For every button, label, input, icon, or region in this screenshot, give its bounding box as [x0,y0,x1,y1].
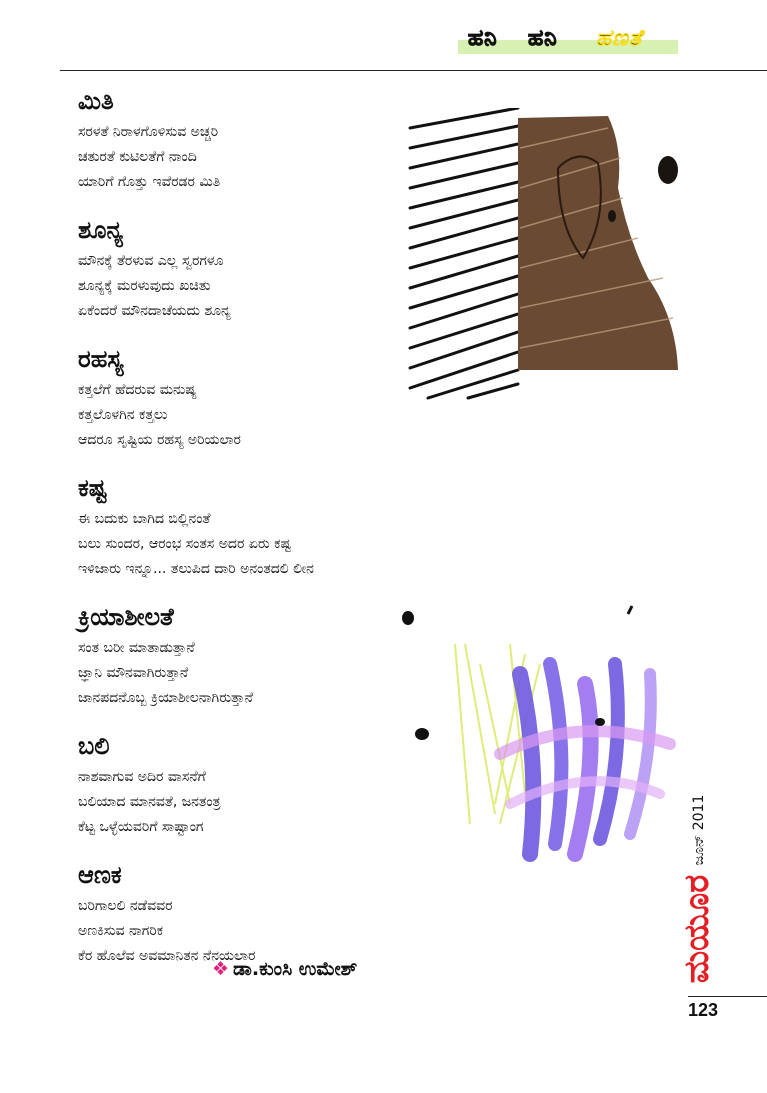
poem-line: ಈ ಬದುಕು ಬಾಗಿದ ಬಿಲ್ಲಿನಂತೆ [78,511,211,527]
poem-line: ಆದರೂ ಸೃಷ್ಟಿಯ ರಹಸ್ಯ ಅರಿಯಲಾರ [78,432,241,448]
magazine-name: ಮಯೂರ [677,874,717,984]
poem-line: ಕತ್ತಲೆಗೆ ಹೆದರುವ ಮನುಷ್ಯ [78,382,197,398]
poem-line: ಕೆಟ್ಟ ಒಳ್ಳೆಯವರಿಗೆ ಸಾಷ್ಟಾಂಗ [78,819,204,835]
poem-line: ಏಕೆಂದರೆ ಮೌನದಾಚೆಯದು ಶೂನ್ಯ [78,303,231,319]
poem-line: ಶೂನ್ಯಕ್ಕೆ ಮರಳುವುದು ಖಚಿತು [78,278,211,294]
page-number-divider [688,996,767,997]
poem-line: ಚತುರತೆ ಕುಟಿಲತೆಗೆ ನಾಂದಿ [78,149,197,165]
poem-title: ಕ್ರಿಯಾಶೀಲತೆ [78,603,174,631]
page-number: 123 [688,1000,719,1020]
poem-title: ಶೂನ್ಯ [78,216,124,244]
poem-title: ರಹಸ್ಯ [78,345,124,373]
poem-line: ಬಲು ಸುಂದರ, ಆರಂಭ ಸಂತಸ ಅದರ ಏರು ಕಷ್ಟ [78,536,291,552]
poem-line: ಸಂತ ಬರೀ ಮಾತಾಡುತ್ತಾನೆ [78,640,195,656]
poem-title: ಮಿತಿ [78,87,114,115]
poem [78,731,418,840]
poem-line: ಇಳಿಜಾರು ಇನ್ನೂ... ತಲುಪಿದ ದಾರಿ ಅನಂತದಲಿ ಲೀನ [78,561,314,577]
poem [78,344,418,453]
header-divider [60,70,767,71]
bullet-icon: ❖ [212,958,230,980]
author-credit [212,958,357,980]
poem [78,215,418,324]
poem-line: ಜಾನಪದನೊಬ್ಬ ಕ್ರಿಯಾಶೀಲನಾಗಿರುತ್ತಾನೆ [78,690,253,706]
poem [78,86,418,195]
poem-line: ಬಲಿಯಾದ ಮಾನವತೆ, ಜನತಂತ್ರ [78,794,221,810]
section-header [458,26,678,54]
poem-title: ಕಷ್ಟ [78,474,107,502]
poem-line: ಸರಳತೆ ನಿರಾಳಗೊಳಿಸುವ ಅಚ್ಚರಿ [78,124,219,140]
poem-line: ನಾಶವಾಗುವ ಅದಿರ ವಾಸನೆಗೆ [78,769,206,785]
poem-title: ಬಲಿ [78,732,110,760]
poem-line: ಅಣಕಿಸುವ ನಾಗರಿಕ [78,923,164,939]
magazine-footer [662,794,722,990]
poem [78,473,418,582]
poem-line: ಯಾರಿಗೆ ಗೊತ್ತು ಇವೆರಡರ ಮಿತಿ [78,174,221,190]
abstract-illustration [400,604,690,864]
poem [78,860,418,969]
poem-line: ಮೌನಕ್ಕೆ ತೆರಳುವ ಎಲ್ಲ ಸ್ವರಗಳೂ [78,253,224,269]
header-word-3: ಹಣತೆ [596,26,643,51]
poem-line: ಜ್ಞಾನಿ ಮೌನವಾಗಿರುತ್ತಾನೆ [78,665,189,681]
poem-line: ಕೆರ ಹೊಲೆವ ಅವಮಾನಿತನ ನೆನಯಲಾರ [78,948,256,964]
poem-line: ಬರಿಗಾಲಲಿ ನಡೆವವರ [78,898,173,914]
header-word-2: ಹನಿ [528,26,558,51]
header-word-1: ಹನಿ [468,26,498,51]
author-name: ಡಾ.ಕುಂಸಿ ಉಮೇಶ್ [233,958,358,980]
poem-line: ಕತ್ತಲೊಳಗಿನ ಕತ್ತಲು [78,407,168,423]
poem-title: ಆಣಕ [78,861,122,889]
issue-date: ಜೂನ್ 2011 [691,794,707,866]
poem-list [78,86,418,989]
poem [78,602,418,711]
figure-illustration [408,108,680,400]
